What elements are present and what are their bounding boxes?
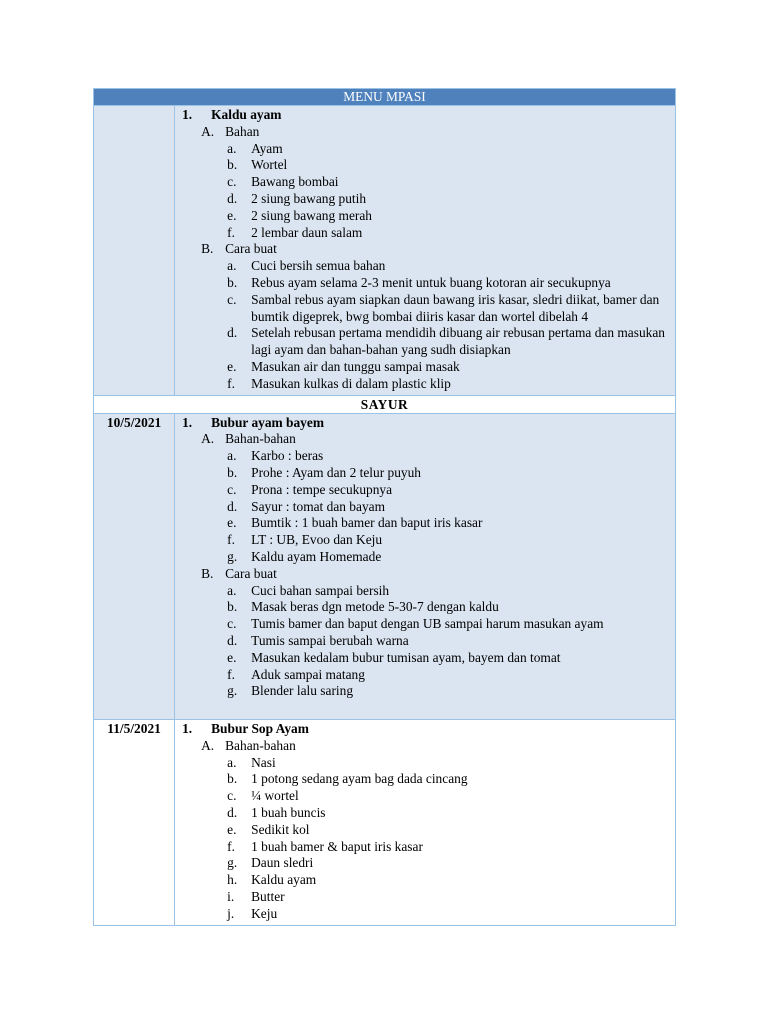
list-item bbox=[175, 208, 671, 225]
list-marker: B. bbox=[201, 565, 214, 581]
list-text: Masukan air dan tunggu sampai masak bbox=[251, 358, 460, 374]
list-text: Tumis sampai berubah warna bbox=[251, 632, 409, 648]
list-text: Cuci bersih semua bahan bbox=[251, 258, 386, 274]
list-text: Blender lalu saring bbox=[251, 683, 354, 699]
list-marker: b. bbox=[227, 274, 238, 290]
list-item bbox=[175, 805, 671, 822]
section-row-sayur bbox=[94, 395, 676, 413]
list-item bbox=[175, 771, 671, 788]
recipe-row-kaldu bbox=[94, 106, 676, 396]
list-item bbox=[175, 633, 671, 650]
recipe-date bbox=[94, 106, 175, 396]
list-text: 2 siung bawang merah bbox=[251, 207, 372, 223]
list-marker: j. bbox=[227, 905, 235, 921]
list-text: Bumtik : 1 buah bamer dan baput iris kasar bbox=[251, 515, 483, 531]
list-text: 1 potong sedang ayam bag dada cincang bbox=[251, 771, 468, 787]
list-text: Bahan-bahan bbox=[225, 737, 296, 753]
list-marker: f. bbox=[227, 666, 235, 682]
list-marker: b. bbox=[227, 599, 238, 615]
list-marker: e. bbox=[227, 649, 237, 665]
list-marker: 1. bbox=[182, 721, 193, 737]
list-text: Bahan-bahan bbox=[225, 431, 296, 447]
list-marker: a. bbox=[227, 140, 237, 156]
list-item bbox=[175, 822, 671, 839]
list-text: 2 lembar daun salam bbox=[251, 224, 363, 240]
recipe-body bbox=[175, 106, 676, 396]
list-text: Keju bbox=[251, 905, 278, 921]
list-text: Karbo : beras bbox=[251, 448, 324, 464]
list-text: Tumis bamer dan baput dengan UB sampai harum masukan ayam bbox=[251, 616, 604, 632]
list-text: Bawang bombai bbox=[251, 174, 339, 190]
list-marker: d. bbox=[227, 498, 238, 514]
list-item bbox=[175, 465, 671, 482]
list-marker: a. bbox=[227, 754, 237, 770]
list-marker: h. bbox=[227, 872, 238, 888]
list-item bbox=[175, 448, 671, 465]
menu-mpasi-table bbox=[93, 88, 676, 926]
list-marker: 1. bbox=[182, 414, 193, 430]
recipe-title bbox=[175, 721, 671, 738]
list-item bbox=[175, 906, 671, 923]
list-text: 1 buah buncis bbox=[251, 805, 326, 821]
table-header: MENU MPASI bbox=[94, 89, 676, 106]
list-item bbox=[175, 616, 671, 633]
recipe-date: 10/5/2021 bbox=[94, 413, 175, 720]
recipe-part-heading bbox=[175, 241, 671, 258]
list-item bbox=[175, 258, 671, 275]
list-item bbox=[175, 174, 671, 191]
list-marker: B. bbox=[201, 241, 214, 257]
list-marker: a. bbox=[227, 258, 237, 274]
recipe-block bbox=[175, 414, 675, 720]
list-item bbox=[175, 872, 671, 889]
list-text: Sayur : tomat dan bayam bbox=[251, 498, 385, 514]
list-text: Cuci bahan sampai bersih bbox=[251, 582, 390, 598]
list-marker: e. bbox=[227, 515, 237, 531]
list-text: Rebus ayam selama 2-3 menit untuk buang kotoran air secukupnya bbox=[251, 274, 611, 290]
list-marker: e. bbox=[227, 821, 237, 837]
list-text: Cara buat bbox=[225, 565, 277, 581]
recipe-part-heading bbox=[175, 431, 671, 448]
list-text: Sambal rebus ayam siapkan daun bawang iris kasar, sledri diikat, bamer dan bumtik digeprek, bwg bombai diiris kasar dan wortel dibelah 4 bbox=[251, 291, 660, 324]
list-marker: d. bbox=[227, 805, 238, 821]
list-item bbox=[175, 839, 671, 856]
list-text: Nasi bbox=[251, 754, 276, 770]
list-text: Bubur ayam bayem bbox=[211, 414, 324, 430]
list-text: Sedikit kol bbox=[251, 821, 310, 837]
list-marker: A. bbox=[201, 737, 215, 753]
list-marker: 1. bbox=[182, 107, 193, 122]
list-marker: g. bbox=[227, 855, 238, 871]
list-item bbox=[175, 532, 671, 549]
list-item bbox=[175, 515, 671, 532]
list-marker: c. bbox=[227, 174, 237, 190]
list-item bbox=[175, 376, 671, 393]
list-marker: e. bbox=[227, 358, 237, 374]
section-label: SAYUR bbox=[94, 395, 676, 413]
list-text: Cara buat bbox=[225, 241, 277, 257]
list-marker: i. bbox=[227, 889, 235, 905]
list-item bbox=[175, 141, 671, 158]
list-item bbox=[175, 359, 671, 376]
list-marker: e. bbox=[227, 207, 237, 223]
list-marker: A. bbox=[201, 431, 215, 447]
list-text: Prona : tempe secukupnya bbox=[251, 481, 393, 497]
recipe-part-heading bbox=[175, 738, 671, 755]
list-marker: f. bbox=[227, 532, 235, 548]
list-text: Kaldu ayam bbox=[251, 872, 317, 888]
list-text: ¼ wortel bbox=[251, 788, 299, 804]
list-item bbox=[175, 225, 671, 242]
list-text: Kaldu ayam Homemade bbox=[251, 548, 382, 564]
list-marker: c. bbox=[227, 481, 237, 497]
list-item bbox=[175, 499, 671, 516]
list-marker: b. bbox=[227, 157, 238, 173]
list-item bbox=[175, 583, 671, 600]
list-marker: a. bbox=[227, 448, 237, 464]
recipe-title bbox=[175, 415, 671, 432]
list-marker: b. bbox=[227, 464, 238, 480]
list-text: Prohe : Ayam dan 2 telur puyuh bbox=[251, 464, 421, 480]
table-header-row bbox=[94, 89, 676, 106]
list-marker: a. bbox=[227, 582, 237, 598]
blank-line bbox=[175, 700, 671, 717]
list-text: Bubur Sop Ayam bbox=[211, 721, 309, 737]
list-marker: c. bbox=[227, 291, 237, 307]
list-item bbox=[175, 157, 671, 174]
list-marker: d. bbox=[227, 325, 238, 341]
list-marker: f. bbox=[227, 224, 235, 240]
list-marker: g. bbox=[227, 548, 238, 564]
list-item bbox=[175, 292, 671, 326]
list-text: Aduk sampai matang bbox=[251, 666, 365, 682]
recipe-row-bayem bbox=[94, 413, 676, 720]
list-marker: f. bbox=[227, 375, 235, 391]
recipe-body bbox=[175, 720, 676, 926]
list-item bbox=[175, 667, 671, 684]
list-text: Masukan kedalam bubur tumisan ayam, bayem dan tomat bbox=[251, 649, 561, 665]
list-text: Daun sledri bbox=[251, 855, 314, 871]
list-text: Ayam bbox=[251, 140, 283, 156]
recipe-part-heading bbox=[175, 566, 671, 583]
list-marker: A. bbox=[201, 123, 215, 139]
list-item bbox=[175, 191, 671, 208]
list-text: Masukan kulkas di dalam plastic klip bbox=[251, 375, 451, 391]
list-marker: g. bbox=[227, 683, 238, 699]
list-marker: d. bbox=[227, 190, 238, 206]
list-item bbox=[175, 482, 671, 499]
list-marker: c. bbox=[227, 616, 237, 632]
list-item bbox=[175, 683, 671, 700]
recipe-block bbox=[175, 720, 675, 925]
list-text: Kaldu ayam bbox=[211, 107, 282, 122]
list-item bbox=[175, 599, 671, 616]
recipe-title bbox=[175, 107, 671, 124]
list-item bbox=[175, 549, 671, 566]
list-text: LT : UB, Evoo dan Keju bbox=[251, 532, 383, 548]
recipe-block bbox=[175, 106, 675, 395]
list-text: Masak beras dgn metode 5-30-7 dengan kaldu bbox=[251, 599, 499, 615]
list-item bbox=[175, 275, 671, 292]
list-marker: b. bbox=[227, 771, 238, 787]
recipe-body bbox=[175, 413, 676, 720]
list-item bbox=[175, 855, 671, 872]
list-item bbox=[175, 325, 671, 359]
list-marker: f. bbox=[227, 838, 235, 854]
list-item bbox=[175, 650, 671, 667]
list-text: 1 buah bamer & baput iris kasar bbox=[251, 838, 423, 854]
list-marker: d. bbox=[227, 632, 238, 648]
list-text: Bahan bbox=[225, 123, 260, 139]
list-marker: c. bbox=[227, 788, 237, 804]
list-item bbox=[175, 788, 671, 805]
list-text: 2 siung bawang putih bbox=[251, 190, 367, 206]
list-text: Wortel bbox=[251, 157, 288, 173]
list-item bbox=[175, 755, 671, 772]
list-text: Butter bbox=[251, 889, 285, 905]
recipe-date: 11/5/2021 bbox=[94, 720, 175, 926]
recipe-part-heading bbox=[175, 124, 671, 141]
list-item bbox=[175, 889, 671, 906]
list-text: Setelah rebusan pertama mendidih dibuang air rebusan pertama dan masukan lagi ayam dan bahan-bahan yang sudh disiapkan bbox=[251, 325, 665, 358]
recipe-row-sop bbox=[94, 720, 676, 926]
